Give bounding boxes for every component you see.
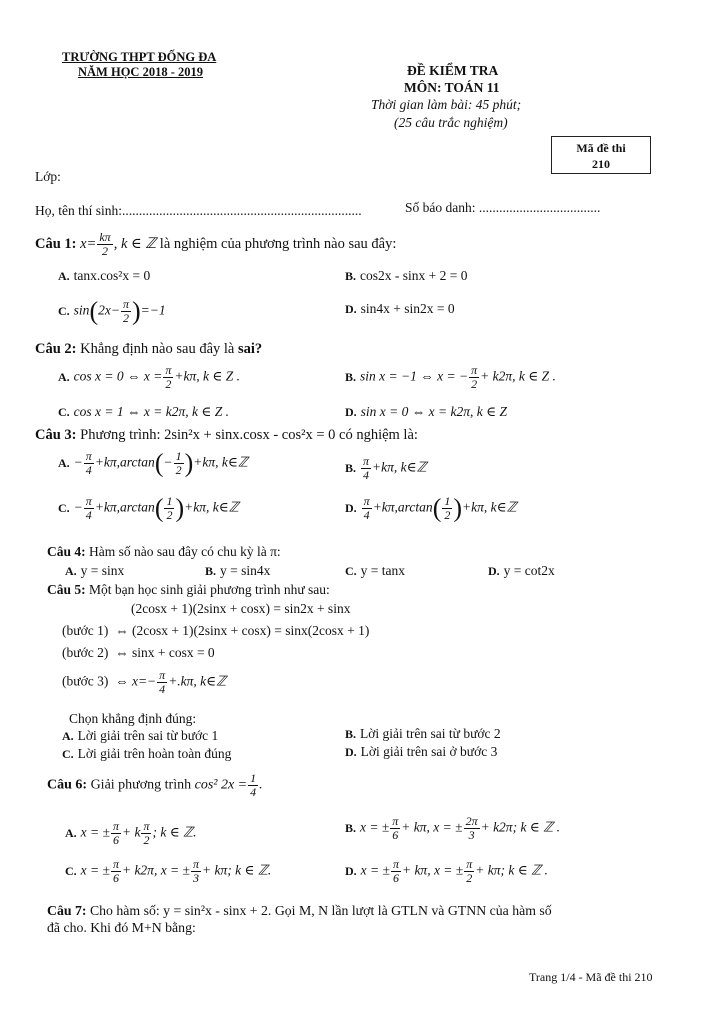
q5-equation: (2cosx + 1)(2sinx + cosx) = sin2x + sinx [131, 601, 351, 616]
q2-option-b: B. sin x = −1 ⇔ x = − $\frac{\pi}{2}$ + k2π, k ∈ Z . [345, 363, 556, 391]
question-5: Câu 5: Một bạn học sinh giải phương trình như sau: [47, 582, 330, 597]
q1-option-c: C. sin(2x− $\frac{\pi}{2}$ )=−1 [58, 296, 166, 326]
q1-option-b: B. cos2x - sinx + 2 = 0 [345, 268, 468, 283]
q6-option-b: B. x = ± $\frac{\pi}{6}$ + kπ, x = ± $\frac{2\pi}{3}$ + k2π; k ∈ ℤ . [345, 814, 560, 842]
q2-option-c: C. cos x = 1 ⇔ x = k2π, k ∈ Z . [58, 404, 229, 419]
q1-label: Câu 1: [35, 235, 77, 252]
class-label: Lớp: [35, 169, 61, 184]
exam-code-value: 210 [592, 157, 610, 171]
q5-step-2: (bước 2) ⇔ sinx + cosx = 0 [62, 645, 215, 660]
q5-option-d: D. Lời giải trên sai ở bước 3 [345, 744, 498, 759]
q1-option-d: D. sin4x + sin2x = 0 [345, 301, 455, 316]
q6-option-a: A. x = ± $\frac{\pi}{6}$ + k $\frac{\pi}{2}$ ; k ∈ ℤ. [65, 819, 197, 847]
question-6: Câu 6: Giải phương trình cos² 2x = $\frac{1}{4}$ . [47, 771, 263, 799]
question-3: Câu 3: Phương trình: 2sin²x + sinx.cosx - cos²x = 0 có nghiệm là: [35, 427, 418, 443]
page-footer: Trang 1/4 - Mã đề thi 210 [529, 970, 653, 984]
name-field: Họ, tên thí sinh:....................................................................... [35, 203, 362, 218]
exam-code-label: Mã đề thi [576, 141, 626, 155]
school-year: NĂM HỌC 2018 - 2019 [78, 65, 203, 79]
exam-title: ĐỀ KIỂM TRA [407, 63, 499, 78]
question-1: Câu 1: x= $\frac{k\pi}{2}$ , k ∈ ℤ là nghiệm của phương trình nào sau đây: [35, 230, 397, 258]
question-7-line-2: đã cho. Khi đó M+N bằng: [47, 920, 196, 935]
exam-subject: MÔN: TOÁN 11 [404, 80, 500, 95]
q3-option-a: A. − $\frac{\pi}{4}$ +kπ,arctan(− $\frac{1}{2}$ )+kπ, k∈ℤ [58, 448, 248, 478]
q3-option-b: B. $\frac{\pi}{4}$ +kπ, k∈ℤ [345, 454, 427, 482]
q5-choose: Chọn khẳng định đúng: [69, 711, 197, 726]
exam-code-box [551, 136, 651, 174]
q4-option-a: A. y = sinx [65, 563, 125, 578]
question-2: Câu 2: Khẳng định nào sau đây là sai? [35, 341, 263, 357]
question-7: Câu 7: Cho hàm số: y = sin²x - sinx + 2. Gọi M, N lần lượt là GTLN và GTNN của hàm số [47, 903, 552, 918]
q4-option-c: C. y = tanx [345, 563, 406, 578]
q6-option-c: C. x = ± $\frac{\pi}{6}$ + k2π, x = ± $\frac{\pi}{3}$ + kπ; k ∈ ℤ. [65, 857, 272, 885]
q1-option-a: A. tanx.cos²x = 0 [58, 268, 151, 283]
q4-option-b: B. y = sin4x [205, 563, 271, 578]
q3-option-d: D. $\frac{\pi}{4}$ +kπ,arctan( $\frac{1}{2}$ )+kπ, k∈ℤ [345, 493, 517, 523]
question-4: Câu 4: Hàm số nào sau đây có chu kỳ là π: [47, 544, 281, 559]
sbd-field: Số báo danh: .................................... [405, 200, 601, 215]
exam-time: Thời gian làm bài: 45 phút; [371, 97, 522, 112]
school-name: TRƯỜNG THPT ĐỐNG ĐA [62, 50, 217, 64]
q3-option-c: C. − $\frac{\pi}{4}$ +kπ,arctan( $\frac{1}{2}$ )+kπ, k∈ℤ [58, 493, 239, 523]
q5-option-a: A. Lời giải trên sai từ bước 1 [62, 728, 219, 743]
q5-option-c: C. Lời giải trên hoàn toàn đúng [62, 746, 232, 761]
q5-step-1: (bước 1) ⇔ (2cosx + 1)(2sinx + cosx) = sinx(2cosx + 1) [62, 623, 370, 638]
q5-option-b: B. Lời giải trên sai từ bước 2 [345, 726, 501, 741]
q2-option-d: D. sin x = 0 ⇔ x = k2π, k ∈ Z [345, 404, 508, 419]
q1-text: là nghiệm của phương trình nào sau đây: [159, 235, 397, 252]
q2-option-a: A. cos x = 0 ⇔ x = $\frac{\pi}{2}$ +kπ, k ∈ Z . [58, 363, 240, 391]
question-count: (25 câu trắc nghiệm) [394, 115, 508, 130]
q5-step-3: (bước 3) ⇔ x=− $\frac{\pi}{4}$ +.kπ, k∈ℤ [62, 668, 227, 696]
q4-option-d: D. y = cot2x [488, 563, 555, 578]
q6-option-d: D. x = ± $\frac{\pi}{6}$ + kπ, x = ± $\frac{\pi}{2}$ + kπ; k ∈ ℤ . [345, 857, 548, 885]
